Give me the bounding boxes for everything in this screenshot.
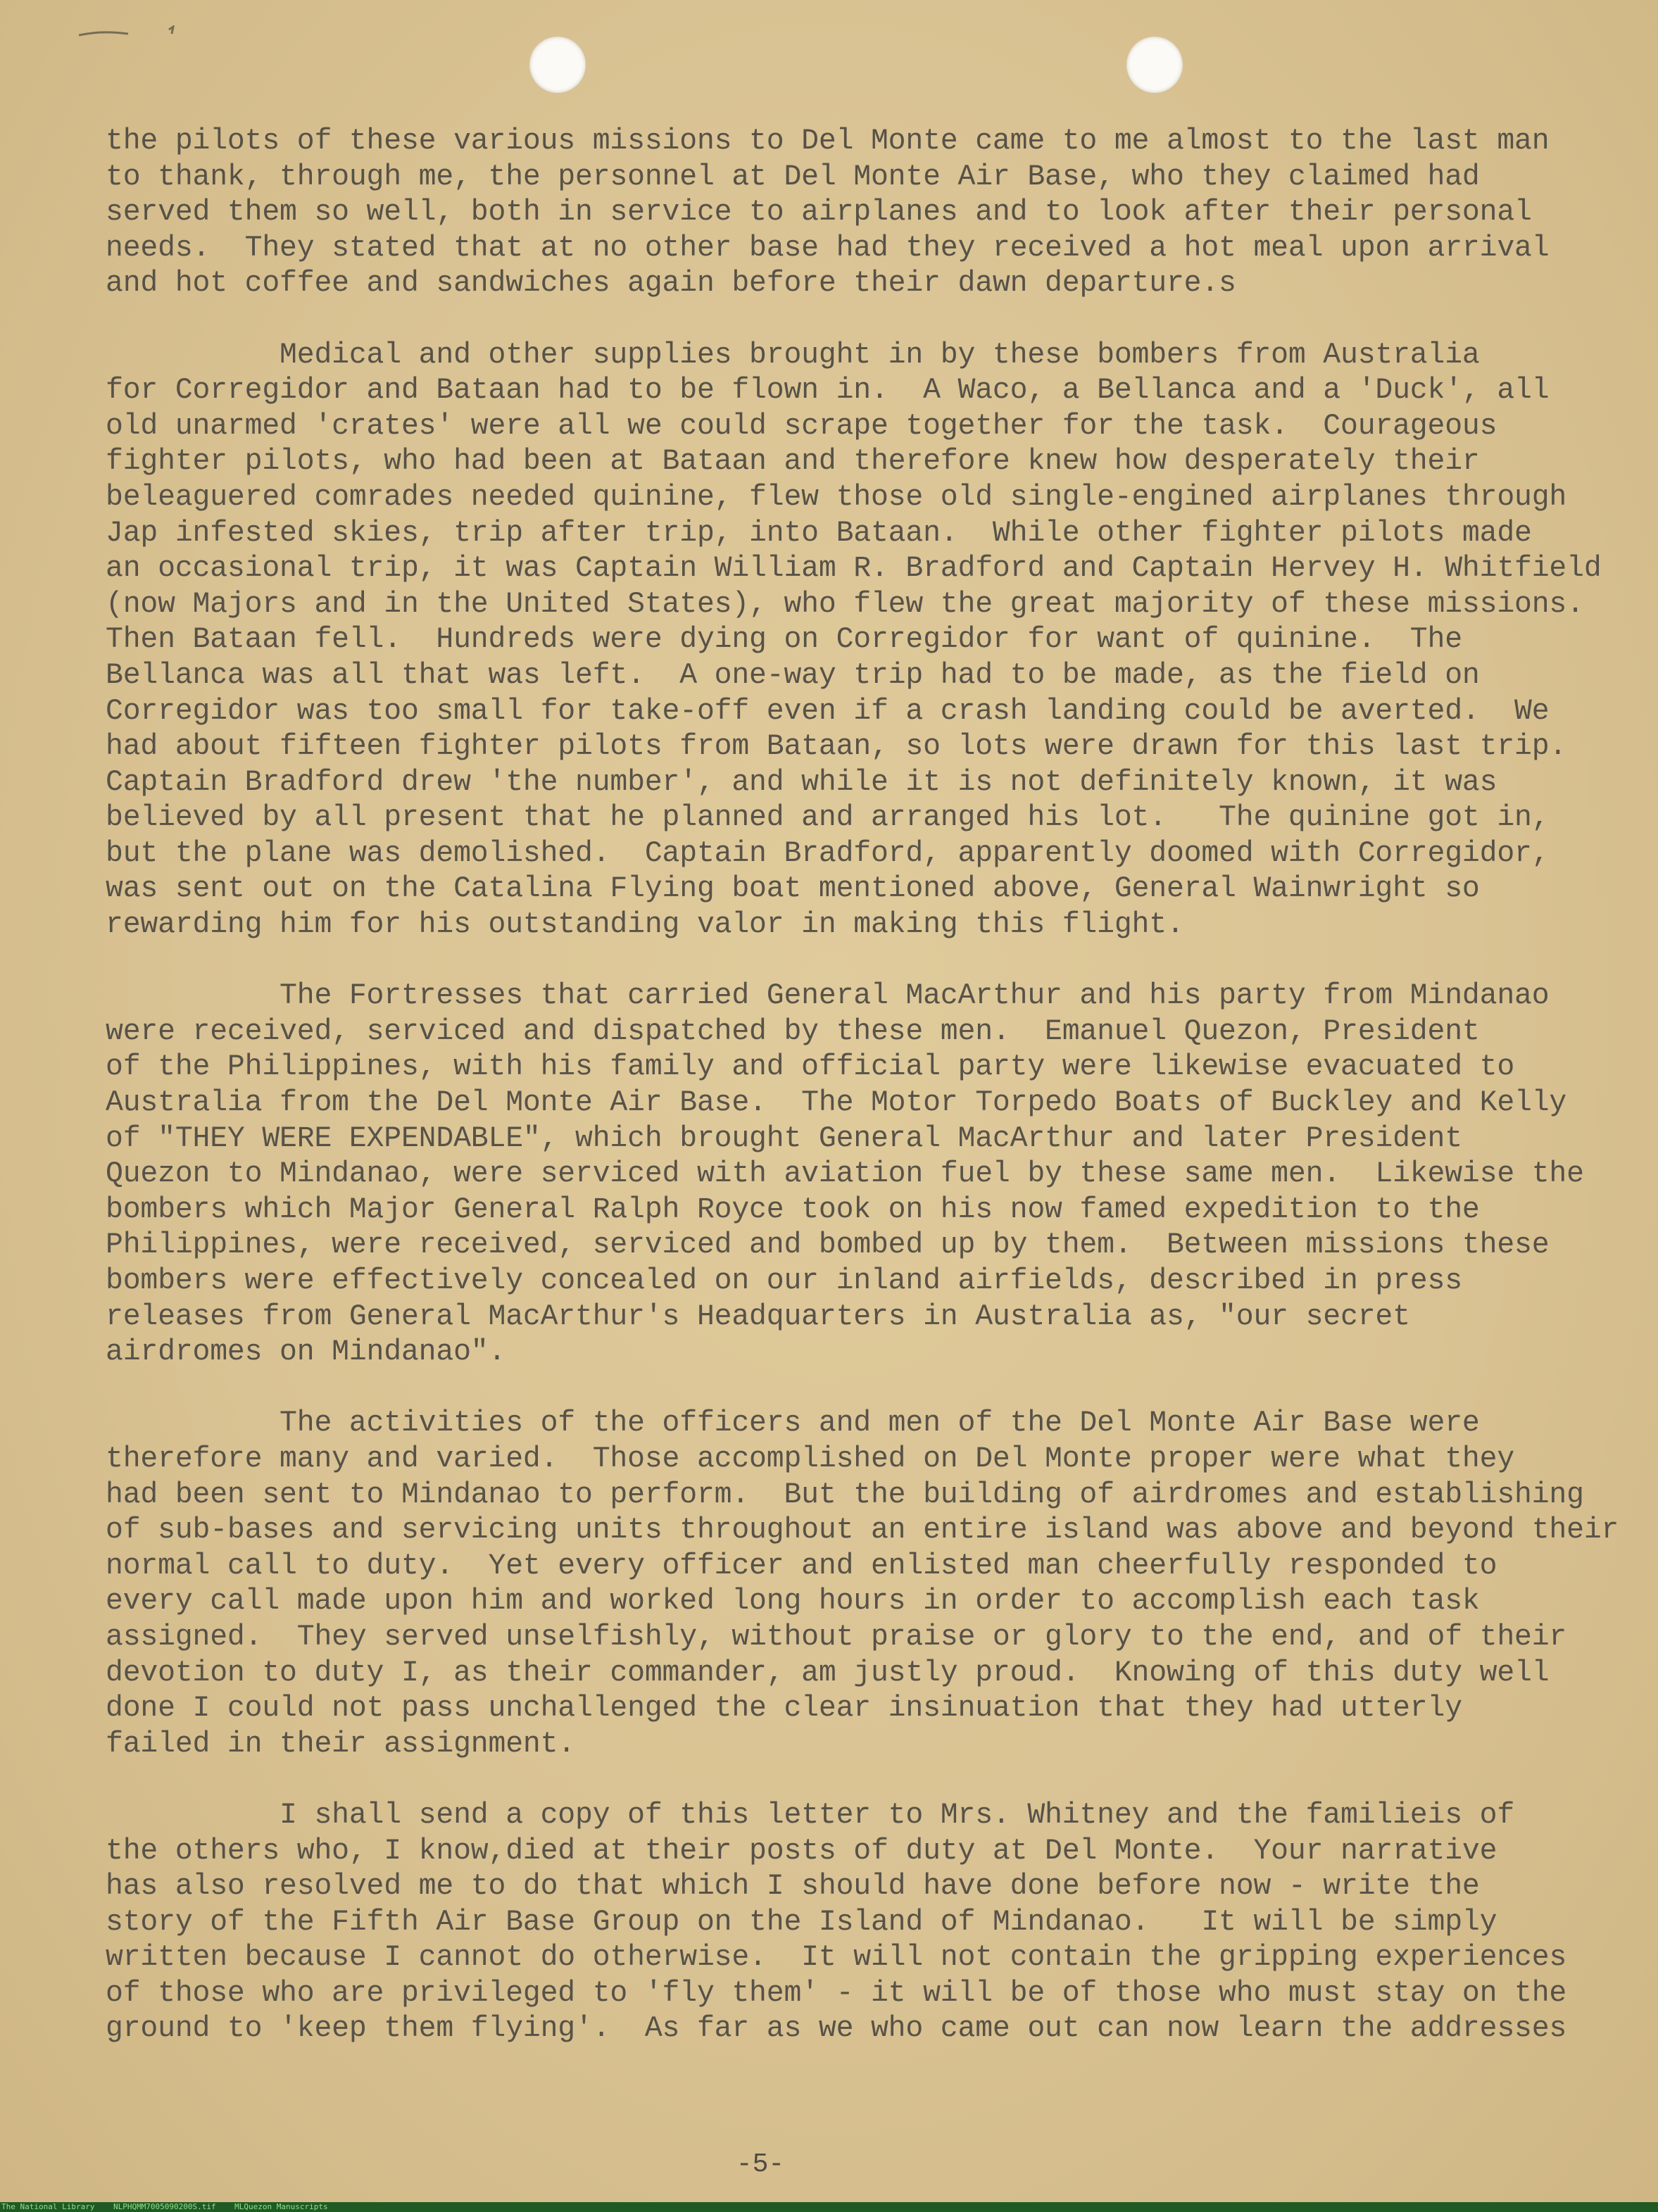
text-line: The Fortresses that carried General MacArthur and his party from Mindanao bbox=[106, 979, 1550, 1013]
archive-footer bbox=[0, 2202, 328, 2212]
text-line: (now Majors and in the United States), who flew the great majority of these missions. bbox=[106, 587, 1584, 621]
text-line: an occasional trip, it was Captain William R. Bradford and Captain Hervey H. Whitfield bbox=[106, 552, 1602, 586]
text-line: of sub-bases and servicing units throughout an entire island was above and beyond their bbox=[106, 1514, 1619, 1547]
footer-file-id: NLPHQMM7005090200S.tif bbox=[113, 2202, 216, 2211]
text-line: Medical and other supplies brought in by these bombers from Australia bbox=[106, 338, 1480, 372]
letter-body bbox=[106, 124, 1658, 2083]
text-line: has also resolved me to do that which I should have done before now - write the bbox=[106, 1870, 1480, 1904]
text-line: but the plane was demolished. Captain Bradford, apparently doomed with Corregidor, bbox=[106, 836, 1550, 870]
text-line: story of the Fifth Air Base Group on the Island of Mindanao. It will be simply bbox=[106, 1905, 1497, 1939]
paragraph bbox=[106, 1406, 1658, 1762]
text-line: for Corregidor and Bataan had to be flown in. A Waco, a Bellanca and a 'Duck', all bbox=[106, 374, 1550, 408]
text-line: old unarmed 'crates' were all we could scrape together for the task. Courageous bbox=[106, 409, 1497, 443]
text-line: beleaguered comrades needed quinine, flew those old single-engined airplanes through bbox=[106, 480, 1567, 514]
text-line: Jap infested skies, trip after trip, into Bataan. While other fighter pilots made bbox=[106, 516, 1532, 550]
text-line: therefore many and varied. Those accomplished on Del Monte proper were what they bbox=[106, 1442, 1515, 1476]
text-line: fighter pilots, who had been at Bataan and therefore knew how desperately their bbox=[106, 445, 1480, 479]
paragraph bbox=[106, 124, 1658, 302]
footer-library: The National Library bbox=[1, 2202, 95, 2211]
text-line: ground to 'keep them flying'. As far as we who came out can now learn the addresses bbox=[106, 2012, 1567, 2046]
text-line: of those who are privileged to 'fly them' - it will be of those who must stay on the bbox=[106, 1976, 1567, 2010]
text-line: Philippines, were received, serviced and bombed up by them. Between missions these bbox=[106, 1228, 1550, 1262]
text-line: Corregidor was too small for take-off even if a crash landing could be averted. We bbox=[106, 694, 1550, 728]
text-line: done I could not pass unchallenged the clear insinuation that they had utterly bbox=[106, 1692, 1462, 1726]
text-line: of the Philippines, with his family and official party were likewise evacuated to bbox=[106, 1050, 1515, 1084]
paragraph bbox=[106, 338, 1658, 943]
page-number: -5- bbox=[736, 2149, 785, 2180]
text-line: were received, serviced and dispatched by these men. Emanuel Quezon, President bbox=[106, 1014, 1480, 1048]
text-line: and hot coffee and sandwiches again before their dawn departure.s bbox=[106, 267, 1236, 301]
text-line: had been sent to Mindanao to perform. But the building of airdromes and establishing bbox=[106, 1478, 1584, 1512]
text-line: the pilots of these various missions to Del Monte came to me almost to the last man bbox=[106, 125, 1550, 158]
text-line: normal call to duty. Yet every officer and enlisted man cheerfully responded to bbox=[106, 1549, 1497, 1583]
text-line: was sent out on the Catalina Flying boat mentioned above, General Wainwright so bbox=[106, 872, 1480, 906]
footer-collection: MLQuezon Manuscripts bbox=[234, 2202, 328, 2211]
text-line: The activities of the officers and men of the Del Monte Air Base were bbox=[106, 1407, 1480, 1440]
text-line: every call made upon him and worked long hours in order to accomplish each task bbox=[106, 1585, 1480, 1619]
text-line: Captain Bradford drew 'the number', and while it is not definitely known, it was bbox=[106, 765, 1497, 799]
text-line: to thank, through me, the personnel at Del Monte Air Base, who they claimed had bbox=[106, 160, 1480, 194]
paragraph bbox=[106, 1798, 1658, 2047]
ink-mark-icon bbox=[79, 25, 177, 42]
text-line: bombers were effectively concealed on our inland airfields, described in press bbox=[106, 1264, 1462, 1297]
text-line: had about fifteen fighter pilots from Bataan, so lots were drawn for this last trip. bbox=[106, 730, 1567, 764]
punch-hole-right bbox=[1126, 37, 1183, 93]
text-line: rewarding him for his outstanding valor in making this flight. bbox=[106, 908, 1184, 942]
paragraph bbox=[106, 979, 1658, 1371]
text-line: served them so well, both in service to airplanes and to look after their personal bbox=[106, 196, 1532, 230]
punch-hole-left bbox=[529, 37, 586, 93]
text-line: of "THEY WERE EXPENDABLE", which brought General MacArthur and later President bbox=[106, 1121, 1462, 1155]
text-line: the others who, I know,died at their posts of duty at Del Monte. Your narrative bbox=[106, 1834, 1497, 1868]
text-line: written because I cannot do otherwise. It will not contain the gripping experiences bbox=[106, 1941, 1567, 1975]
text-line: releases from General MacArthur's Headquarters in Australia as, "our secret bbox=[106, 1300, 1410, 1333]
text-line: believed by all present that he planned and arranged his lot. The quinine got in, bbox=[106, 801, 1550, 835]
text-line: needs. They stated that at no other base had they received a hot meal upon arrival bbox=[106, 231, 1550, 265]
text-line: Australia from the Del Monte Air Base. The Motor Torpedo Boats of Buckley and Kelly bbox=[106, 1086, 1567, 1120]
text-line: devotion to duty I, as their commander, am justly proud. Knowing of this duty well bbox=[106, 1656, 1550, 1690]
text-line: bombers which Major General Ralph Royce took on his now famed expedition to the bbox=[106, 1193, 1480, 1226]
text-line: Bellanca was all that was left. A one-way trip had to be made, as the field on bbox=[106, 658, 1480, 692]
text-line: airdromes on Mindanao". bbox=[106, 1336, 506, 1369]
text-line: I shall send a copy of this letter to Mrs. Whitney and the familieis of bbox=[106, 1798, 1515, 1832]
text-line: failed in their assignment. bbox=[106, 1727, 576, 1761]
text-line: assigned. They served unselfishly, without praise or glory to the end, and of their bbox=[106, 1620, 1567, 1654]
text-line: Quezon to Mindanao, were serviced with aviation fuel by these same men. Likewise the bbox=[106, 1157, 1584, 1191]
text-line: Then Bataan fell. Hundreds were dying on Corregidor for want of quinine. The bbox=[106, 623, 1462, 657]
